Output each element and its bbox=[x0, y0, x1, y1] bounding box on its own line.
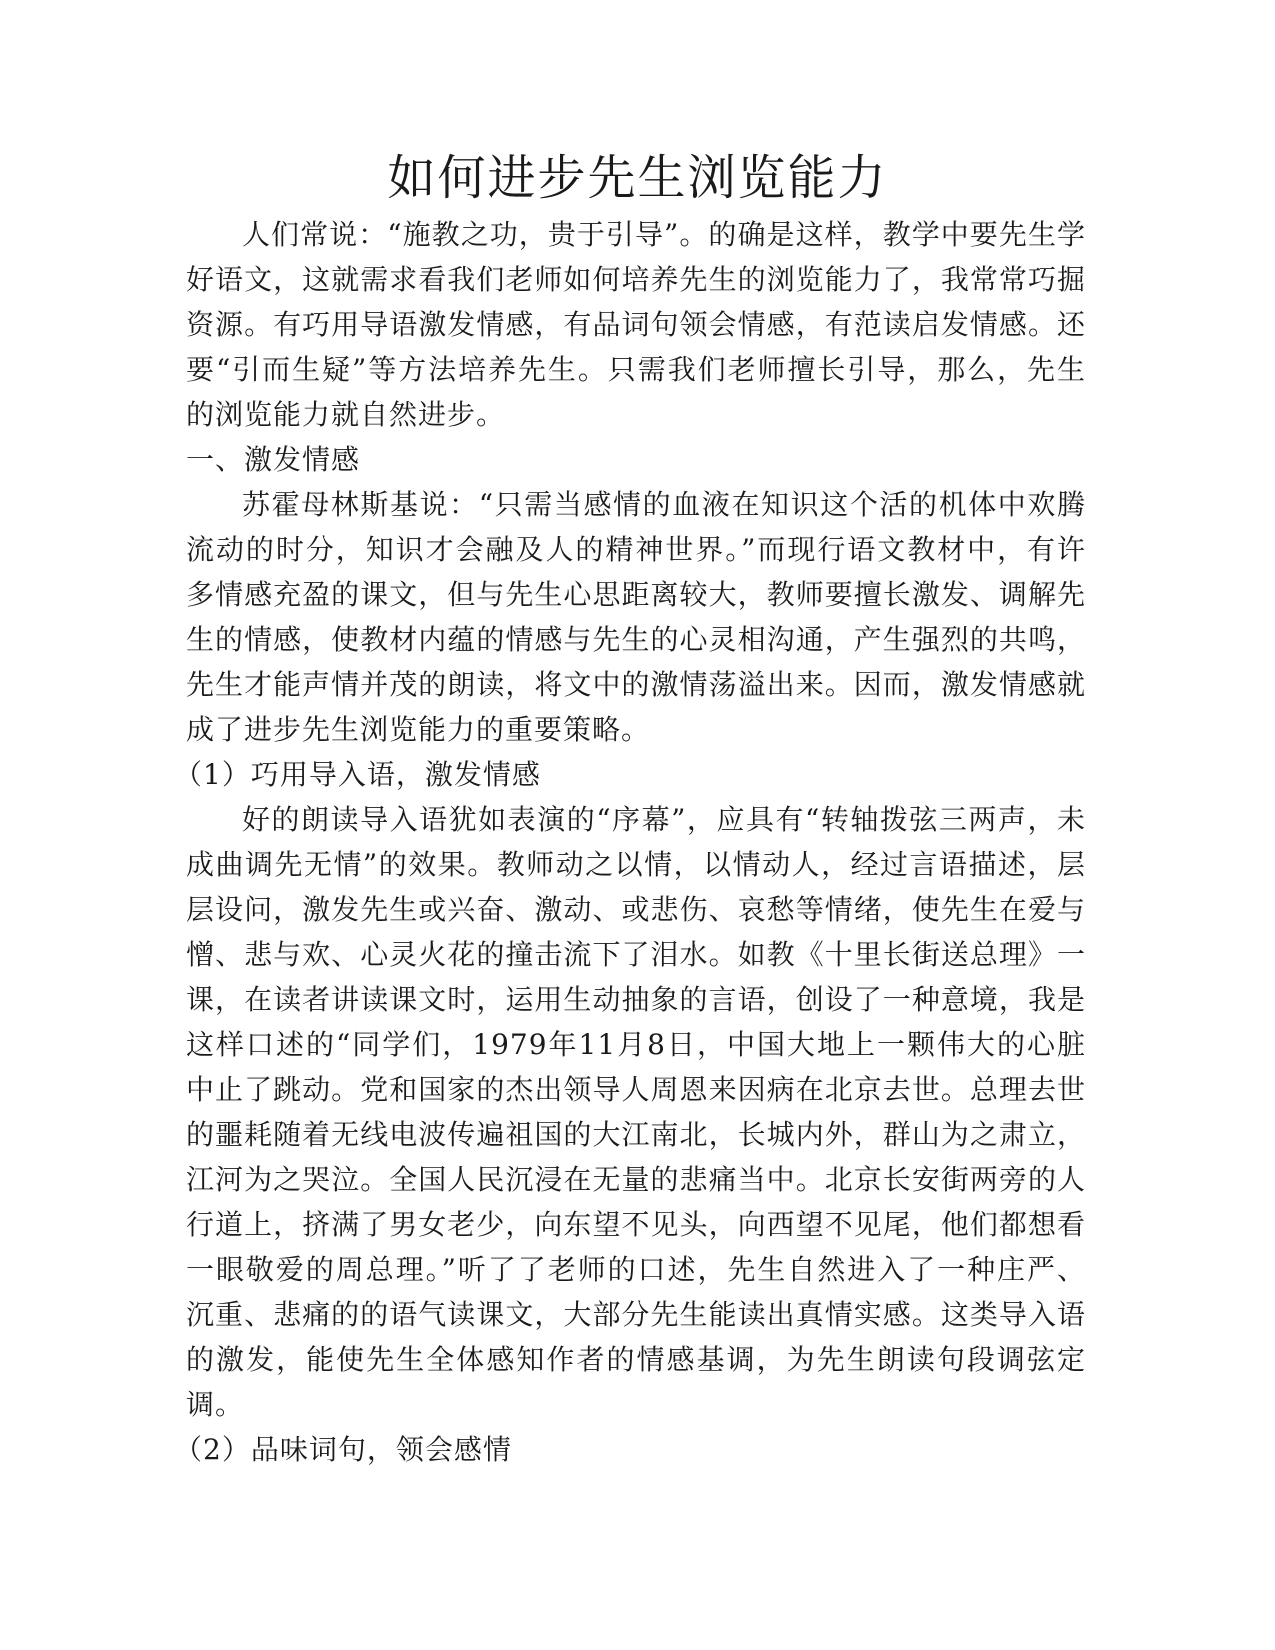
subsection-heading-2: （2）品味词句，领会感情 bbox=[174, 1433, 512, 1466]
subsection-1-paragraph: 好的朗读导入语犹如表演的“序幕”，应具有“转轴拨弦三两声，未成曲调先无情”的效果。教师动之以情，以情动人，经过言语描述，层层设问，激发先生或兴奋、激动、或悲伤、哀愁等情绪，使先生在爱与憎、悲与欢、心灵火花的撞击流下了泪水。如教《十里长街送总理》一课，在读者讲读课文时，运用生动抽象的言语，创设了一种意境，我是这样口述的“同学们，1979年11月8日，中国大地上一颗伟大的心脏中止了跳动。党和国家的杰出领导人周恩来因病在北京去世。总理去世的噩耗随着无线电波传遍祖国的大江南北，长城内外，群山为之肃立，江河为之哭泣。全国人民沉浸在无量的悲痛当中。北京长安街两旁的人行道上，挤满了男女老少，向东望不见头，向西望不见尾，他们都想看一眼敬爱的周总理。”听了了老师的口述，先生自然进入了一种庄严、沉重、悲痛的的语气读课文，大部分先生能读出真情实感。这类导入语的激发，能使先生全体感知作者的情感基调，为先生朗读句段调弦定调。 bbox=[186, 803, 1086, 1421]
section-1-paragraph: 苏霍母林斯基说：“只需当感情的血液在知识这个活的机体中欢腾流动的时分，知识才会融及人的精神世界。”而现行语文教材中，有许多情感充盈的课文，但与先生心思距离较大，教师要擅长激发、调解先生的情感，使教材内蕴的情感与先生的心灵相沟通，产生强烈的共鸣，先生才能声情并茂的朗读，将文中的激情荡溢出来。因而，激发情感就成了进步先生浏览能力的重要策略。 bbox=[186, 488, 1086, 746]
document-body bbox=[174, 212, 1086, 1472]
section-heading-1: 一、激发情感 bbox=[186, 443, 361, 476]
subsection-heading-1: （1）巧用导入语，激发情感 bbox=[174, 758, 541, 791]
intro-paragraph: 人们常说：“施教之功，贵于引导”。的确是这样，教学中要先生学好语文，这就需求看我们老师如何培养先生的浏览能力了，我常常巧掘资源。有巧用导语激发情感，有品词句领会情感，有范读启发情感。还要“引而生疑”等方法培养先生。只需我们老师擅长引导，那么，先生的浏览能力就自然进步。 bbox=[186, 218, 1086, 431]
document-title: 如何进步先生浏览能力 bbox=[387, 150, 888, 206]
